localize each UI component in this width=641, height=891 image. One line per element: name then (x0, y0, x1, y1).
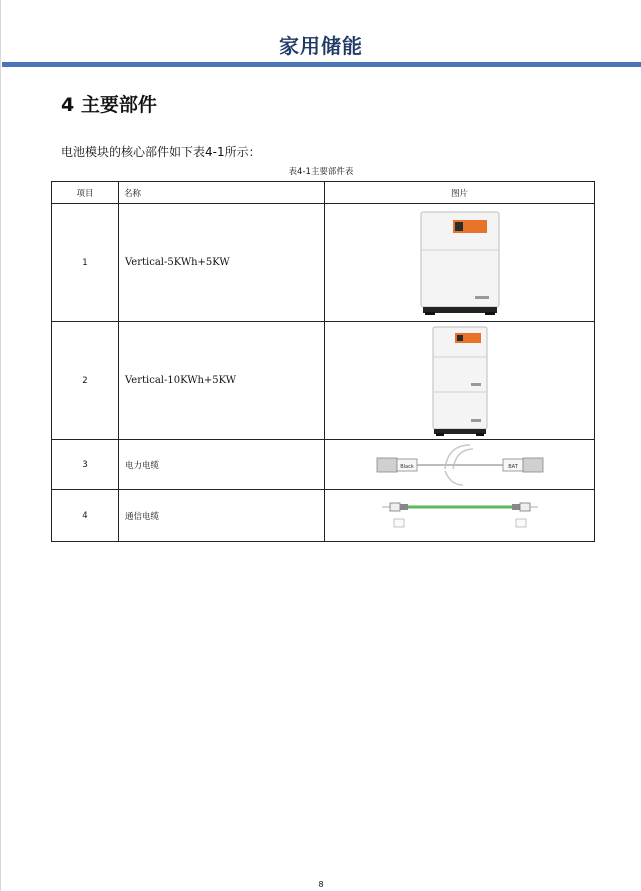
battery-cabinet-3-module-icon (431, 325, 489, 437)
battery-cabinet-2-module-icon (419, 210, 501, 316)
battery-cabinet-3-module-image (325, 322, 595, 440)
header-title: 家用储能 (279, 34, 363, 58)
table-header-row (52, 182, 595, 204)
power-cable-image (325, 440, 595, 490)
header-rule (2, 62, 641, 67)
table-row (52, 440, 595, 490)
table-caption: 表4-1主要部件表 (288, 167, 354, 177)
row-name: 通信电缆 (119, 490, 325, 542)
battery-cabinet-2-module-image (325, 204, 595, 322)
communication-cable-icon (380, 497, 540, 535)
table-row (52, 204, 595, 322)
cable-label-left: Black (399, 463, 414, 470)
cable-label-right: BAT (507, 463, 518, 470)
power-cable-icon (375, 443, 545, 487)
header-name: 名称 (119, 182, 325, 204)
table-row (52, 322, 595, 440)
header-item: 项目 (52, 182, 119, 204)
header-picture: 图片 (325, 182, 595, 204)
row-number: 4 (52, 490, 119, 542)
communication-cable-image (325, 490, 595, 542)
page-number: 8 (318, 880, 324, 889)
row-number: 1 (52, 204, 119, 322)
intro-text: 电池模块的核心部件如下表4-1所示： (61, 145, 261, 159)
section-heading: 4 主要部件 (61, 94, 157, 116)
table-row (52, 490, 595, 542)
row-number: 3 (52, 440, 119, 490)
row-name: 电力电缆 (119, 440, 325, 490)
row-number: 2 (52, 322, 119, 440)
parts-table (51, 181, 595, 542)
row-name: Vertical-10KWh+5KW (119, 322, 325, 440)
row-name: Vertical-5KWh+5KW (119, 204, 325, 322)
